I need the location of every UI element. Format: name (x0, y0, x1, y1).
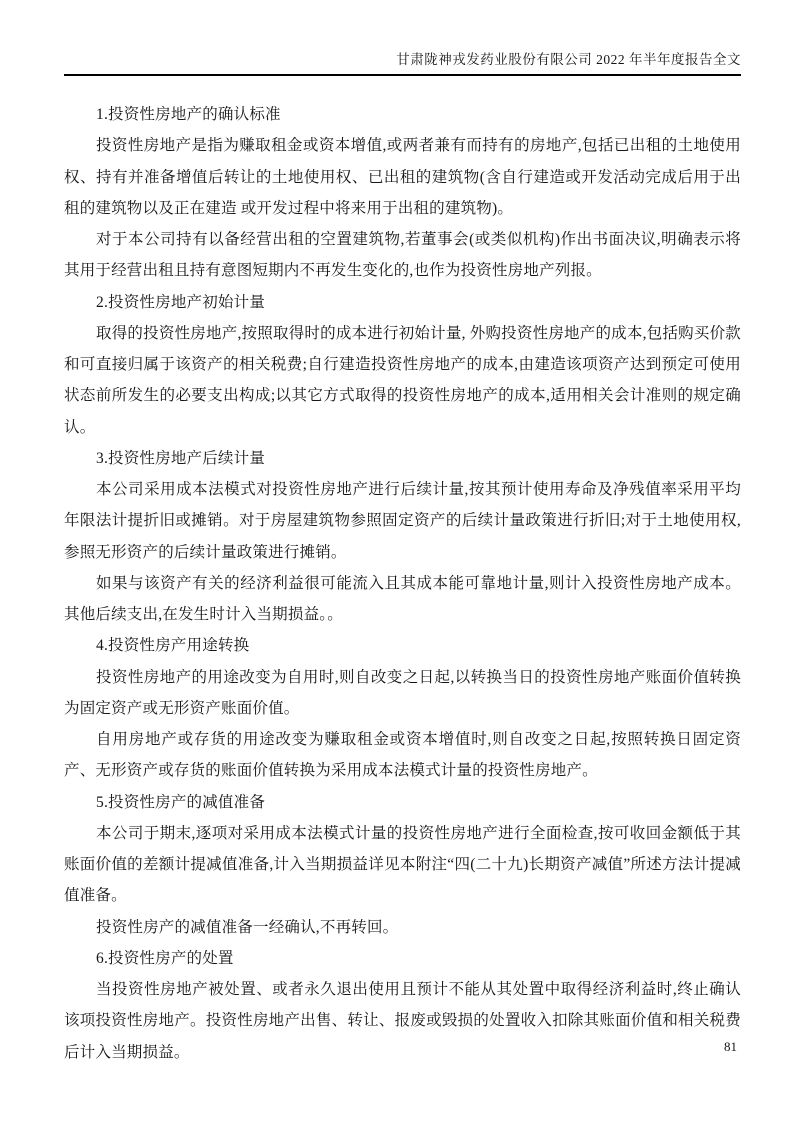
section-heading-3: 3.投资性房地产后续计量 (96, 449, 266, 467)
report-title: 甘肃陇神戎发药业股份有限公司 2022 年半年度报告全文 (396, 52, 741, 67)
paragraph: 投资性房地产的用途改变为自用时,则自改变之日起,以转换当日的投资性房地产账面价值转换为固定资产或无形资产账面价值。 (64, 668, 741, 717)
section-heading-5: 5.投资性房产的减值准备 (96, 793, 266, 811)
section-heading-1: 1.投资性房地产的确认标准 (96, 106, 281, 123)
paragraph: 本公司于期末,逐项对采用成本法模式计量的投资性房地产进行全面检查,按可收回金额低于其账面价值的差额计提减值准备,计入当期损益详见本附注“四(二十九)长期资产减值”所述方法计提减值准备。 (64, 824, 741, 905)
document-body (64, 99, 741, 1068)
section-heading-6: 6.投资性房产的处置 (96, 949, 234, 967)
paragraph: 当投资性房地产被处置、或者永久退出使用且预计不能从其处置中取得经济利益时,终止确认该项投资性房地产。投资性房地产出售、转让、报废或毁损的处置收入扣除其账面价值和相关税费后计入当期损益。 (64, 981, 741, 1061)
paragraph: 取得的投资性房地产,按照取得时的成本进行初始计量, 外购投资性房地产的成本,包括购买价款和可直接归属于该资产的相关税费;自行建造投资性房地产的成本,由建造该项资产达到预定可使用状态前所发生的必要支出构成;以其它方式取得的投资性房地产的成本,适用相关会计准则的规定确认。 (64, 324, 741, 436)
paragraph: 投资性房地产是指为赚取租金或资本增值,或两者兼有而持有的房地产,包括已出租的土地使用权、持有并准备增值后转让的土地使用权、已出租的建筑物(含自行建造或开发活动完成后用于出租的建筑物以及正在建造 或开发过程中将来用于出租的建筑物)。 (64, 137, 741, 217)
page-header (64, 50, 741, 76)
paragraph: 自用房地产或存货的用途改变为赚取租金或资本增值时,则自改变之日起,按照转换日固定资产、无形资产或存货的账面价值转换为采用成本法模式计量的投资性房地产。 (64, 731, 741, 780)
paragraph: 投资性房产的减值准备一经确认,不再转回。 (96, 918, 399, 936)
paragraph: 对于本公司持有以备经营出租的空置建筑物,若董事会(或类似机构)作出书面决议,明确表示将其用于经营出租且持有意图短期内不再发生变化的,也作为投资性房地产列报。 (64, 231, 741, 280)
paragraph: 本公司采用成本法模式对投资性房地产进行后续计量,按其预计使用寿命及净残值率采用平均年限法计提折旧或摊销。对于房屋建筑物参照固定资产的后续计量政策进行折旧;对于土地使用权,参照无形资产的后续计量政策进行摊销。 (64, 481, 741, 561)
section-heading-2: 2.投资性房地产初始计量 (96, 293, 266, 311)
section-heading-4: 4.投资性房产用途转换 (96, 637, 250, 655)
paragraph: 如果与该资产有关的经济利益很可能流入且其成本能可靠地计量,则计入投资性房地产成本。其他后续支出,在发生时计入当期损益。。 (64, 574, 741, 623)
page-number: 81 (724, 1039, 737, 1054)
